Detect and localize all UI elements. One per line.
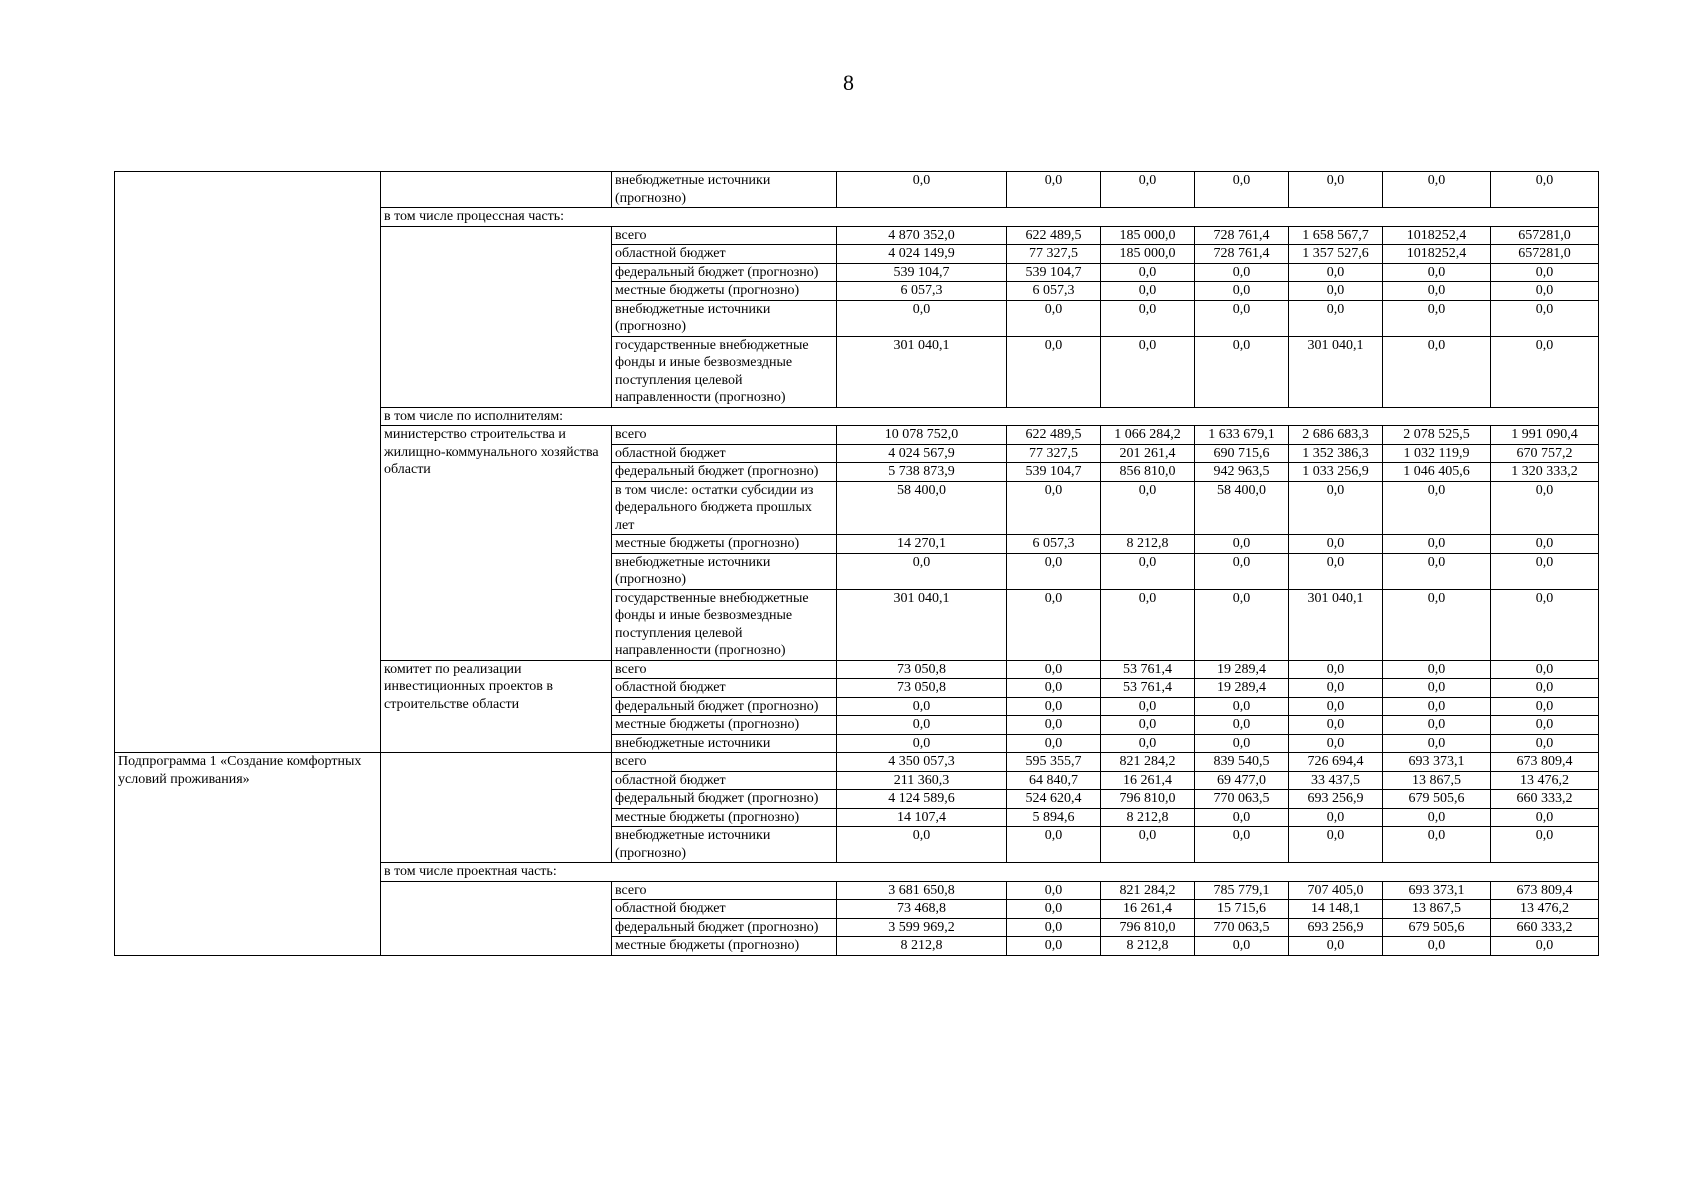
amount-cell: 728 761,4	[1195, 245, 1289, 264]
amount-cell: 0,0	[1007, 679, 1101, 698]
amount-cell: 4 124 589,6	[837, 790, 1007, 809]
amount-cell: 4 024 567,9	[837, 444, 1007, 463]
amount-cell: 0,0	[1195, 172, 1289, 208]
amount-cell: 657281,0	[1491, 245, 1599, 264]
amount-cell: 301 040,1	[1289, 336, 1383, 407]
amount-cell: 821 284,2	[1101, 753, 1195, 772]
amount-cell: 0,0	[1491, 282, 1599, 301]
amount-cell: 0,0	[1289, 808, 1383, 827]
amount-cell: 19 289,4	[1195, 660, 1289, 679]
executor-cell	[381, 753, 612, 863]
amount-cell: 0,0	[1289, 553, 1383, 589]
amount-cell: 0,0	[1383, 679, 1491, 698]
amount-cell: 16 261,4	[1101, 900, 1195, 919]
amount-cell: 13 867,5	[1383, 900, 1491, 919]
funding-source-cell: всего	[612, 660, 837, 679]
funding-source-cell: областной бюджет	[612, 444, 837, 463]
funding-source-cell: областной бюджет	[612, 245, 837, 264]
amount-cell: 0,0	[1491, 716, 1599, 735]
amount-cell: 5 738 873,9	[837, 463, 1007, 482]
funding-source-cell: в том числе: остатки субсидии из федерального бюджета прошлых лет	[612, 481, 837, 535]
funding-source-cell: федеральный бюджет (прогнозно)	[612, 463, 837, 482]
amount-cell: 0,0	[1007, 481, 1101, 535]
amount-cell: 185 000,0	[1101, 245, 1195, 264]
amount-cell: 58 400,0	[837, 481, 1007, 535]
amount-cell: 301 040,1	[837, 589, 1007, 660]
amount-cell: 0,0	[1383, 481, 1491, 535]
funding-source-cell: внебюджетные источники (прогнозно)	[612, 827, 837, 863]
amount-cell: 796 810,0	[1101, 790, 1195, 809]
amount-cell: 839 540,5	[1195, 753, 1289, 772]
amount-cell: 0,0	[1491, 937, 1599, 956]
amount-cell: 0,0	[1491, 300, 1599, 336]
amount-cell: 0,0	[1383, 553, 1491, 589]
amount-cell: 539 104,7	[1007, 263, 1101, 282]
amount-cell: 0,0	[1289, 535, 1383, 554]
amount-cell: 0,0	[1383, 282, 1491, 301]
amount-cell: 0,0	[1491, 734, 1599, 753]
amount-cell: 0,0	[1101, 716, 1195, 735]
amount-cell: 0,0	[1383, 589, 1491, 660]
amount-cell: 595 355,7	[1007, 753, 1101, 772]
amount-cell: 0,0	[1101, 589, 1195, 660]
amount-cell: 0,0	[1491, 827, 1599, 863]
amount-cell: 0,0	[1491, 263, 1599, 282]
funding-source-cell: всего	[612, 226, 837, 245]
amount-cell: 0,0	[1491, 553, 1599, 589]
amount-cell: 13 476,2	[1491, 900, 1599, 919]
funding-source-cell: федеральный бюджет (прогнозно)	[612, 918, 837, 937]
funding-source-cell: местные бюджеты (прогнозно)	[612, 937, 837, 956]
amount-cell: 0,0	[1383, 827, 1491, 863]
executor-committee-cell: комитет по реализации инвестиционных проектов в строительстве области	[381, 660, 612, 753]
amount-cell: 942 963,5	[1195, 463, 1289, 482]
amount-cell: 0,0	[837, 734, 1007, 753]
amount-cell: 1 633 679,1	[1195, 426, 1289, 445]
amount-cell: 69 477,0	[1195, 771, 1289, 790]
amount-cell: 0,0	[1195, 937, 1289, 956]
subprogram-title-cell: Подпрограмма 1 «Создание комфортных условий проживания»	[115, 753, 381, 956]
amount-cell: 670 757,2	[1491, 444, 1599, 463]
funding-source-cell: федеральный бюджет (прогнозно)	[612, 790, 837, 809]
amount-cell: 0,0	[837, 300, 1007, 336]
amount-cell: 660 333,2	[1491, 918, 1599, 937]
amount-cell: 539 104,7	[837, 263, 1007, 282]
amount-cell: 1018252,4	[1383, 226, 1491, 245]
section-header-cell: в том числе по исполнителям:	[381, 407, 1599, 426]
amount-cell: 73 050,8	[837, 660, 1007, 679]
executor-ministry-cell: министерство строительства и жилищно-коммунального хозяйства области	[381, 426, 612, 661]
amount-cell: 0,0	[1007, 336, 1101, 407]
amount-cell: 0,0	[1101, 336, 1195, 407]
amount-cell: 0,0	[1383, 300, 1491, 336]
amount-cell: 53 761,4	[1101, 679, 1195, 698]
amount-cell: 0,0	[1289, 300, 1383, 336]
amount-cell: 185 000,0	[1101, 226, 1195, 245]
funding-source-cell: государственные внебюджетные фонды и иные безвозмездные поступления целевой направленности (прогнозно)	[612, 336, 837, 407]
amount-cell: 0,0	[1383, 697, 1491, 716]
budget-table-body	[115, 172, 1599, 956]
amount-cell: 0,0	[1195, 697, 1289, 716]
amount-cell: 8 212,8	[1101, 535, 1195, 554]
funding-source-cell: всего	[612, 426, 837, 445]
table-row	[115, 172, 1599, 208]
amount-cell: 0,0	[1007, 697, 1101, 716]
amount-cell: 0,0	[1491, 172, 1599, 208]
amount-cell: 0,0	[1289, 716, 1383, 735]
amount-cell: 0,0	[1491, 535, 1599, 554]
amount-cell: 524 620,4	[1007, 790, 1101, 809]
amount-cell: 0,0	[1007, 553, 1101, 589]
amount-cell: 0,0	[1007, 827, 1101, 863]
amount-cell: 0,0	[1101, 481, 1195, 535]
amount-cell: 0,0	[1007, 300, 1101, 336]
amount-cell: 622 489,5	[1007, 426, 1101, 445]
amount-cell: 3 599 969,2	[837, 918, 1007, 937]
amount-cell: 0,0	[837, 553, 1007, 589]
amount-cell: 726 694,4	[1289, 753, 1383, 772]
amount-cell: 0,0	[1491, 589, 1599, 660]
amount-cell: 3 681 650,8	[837, 881, 1007, 900]
section-header-cell: в том числе проектная часть:	[381, 863, 1599, 882]
amount-cell: 0,0	[1195, 263, 1289, 282]
funding-source-cell: внебюджетные источники (прогнозно)	[612, 172, 837, 208]
funding-source-cell: федеральный бюджет (прогнозно)	[612, 697, 837, 716]
amount-cell: 6 057,3	[1007, 535, 1101, 554]
amount-cell: 0,0	[1007, 881, 1101, 900]
amount-cell: 707 405,0	[1289, 881, 1383, 900]
amount-cell: 33 437,5	[1289, 771, 1383, 790]
amount-cell: 0,0	[1101, 263, 1195, 282]
amount-cell: 6 057,3	[1007, 282, 1101, 301]
amount-cell: 0,0	[1195, 282, 1289, 301]
funding-source-cell: областной бюджет	[612, 679, 837, 698]
amount-cell: 1 658 567,7	[1289, 226, 1383, 245]
amount-cell: 693 256,9	[1289, 790, 1383, 809]
amount-cell: 0,0	[1195, 300, 1289, 336]
amount-cell: 0,0	[1383, 716, 1491, 735]
amount-cell: 1 066 284,2	[1101, 426, 1195, 445]
amount-cell: 539 104,7	[1007, 463, 1101, 482]
amount-cell: 622 489,5	[1007, 226, 1101, 245]
amount-cell: 15 715,6	[1195, 900, 1289, 919]
amount-cell: 0,0	[1491, 679, 1599, 698]
amount-cell: 0,0	[1289, 481, 1383, 535]
funding-source-cell: областной бюджет	[612, 900, 837, 919]
amount-cell: 77 327,5	[1007, 444, 1101, 463]
amount-cell: 0,0	[1101, 300, 1195, 336]
program-name-cell	[115, 172, 381, 753]
amount-cell: 13 476,2	[1491, 771, 1599, 790]
executor-cell	[381, 172, 612, 208]
amount-cell: 1 032 119,9	[1383, 444, 1491, 463]
amount-cell: 1 991 090,4	[1491, 426, 1599, 445]
amount-cell: 0,0	[1383, 734, 1491, 753]
amount-cell: 0,0	[1195, 716, 1289, 735]
amount-cell: 796 810,0	[1101, 918, 1195, 937]
amount-cell: 2 686 683,3	[1289, 426, 1383, 445]
amount-cell: 0,0	[837, 716, 1007, 735]
amount-cell: 301 040,1	[837, 336, 1007, 407]
budget-table	[114, 171, 1599, 956]
amount-cell: 4 870 352,0	[837, 226, 1007, 245]
amount-cell: 1 352 386,3	[1289, 444, 1383, 463]
funding-source-cell: местные бюджеты (прогнозно)	[612, 808, 837, 827]
amount-cell: 673 809,4	[1491, 753, 1599, 772]
amount-cell: 0,0	[1007, 716, 1101, 735]
amount-cell: 5 894,6	[1007, 808, 1101, 827]
amount-cell: 660 333,2	[1491, 790, 1599, 809]
amount-cell: 0,0	[1101, 282, 1195, 301]
executor-cell	[381, 226, 612, 407]
amount-cell: 693 373,1	[1383, 881, 1491, 900]
amount-cell: 0,0	[1383, 172, 1491, 208]
amount-cell: 728 761,4	[1195, 226, 1289, 245]
amount-cell: 0,0	[1101, 553, 1195, 589]
amount-cell: 0,0	[1195, 734, 1289, 753]
amount-cell: 679 505,6	[1383, 918, 1491, 937]
amount-cell: 0,0	[1289, 679, 1383, 698]
amount-cell: 0,0	[1007, 660, 1101, 679]
amount-cell: 785 779,1	[1195, 881, 1289, 900]
amount-cell: 821 284,2	[1101, 881, 1195, 900]
amount-cell: 0,0	[1383, 263, 1491, 282]
amount-cell: 0,0	[1007, 918, 1101, 937]
amount-cell: 0,0	[1491, 697, 1599, 716]
funding-source-cell: федеральный бюджет (прогнозно)	[612, 263, 837, 282]
amount-cell: 6 057,3	[837, 282, 1007, 301]
amount-cell: 0,0	[1289, 697, 1383, 716]
amount-cell: 1 320 333,2	[1491, 463, 1599, 482]
amount-cell: 693 373,1	[1383, 753, 1491, 772]
amount-cell: 13 867,5	[1383, 771, 1491, 790]
amount-cell: 0,0	[837, 697, 1007, 716]
section-header-cell: в том числе процессная часть:	[381, 208, 1599, 227]
page-number: 8	[843, 70, 854, 95]
amount-cell: 0,0	[1491, 660, 1599, 679]
amount-cell: 1018252,4	[1383, 245, 1491, 264]
amount-cell: 673 809,4	[1491, 881, 1599, 900]
amount-cell: 301 040,1	[1289, 589, 1383, 660]
amount-cell: 14 270,1	[837, 535, 1007, 554]
amount-cell: 0,0	[1007, 937, 1101, 956]
amount-cell: 0,0	[1289, 282, 1383, 301]
funding-source-cell: местные бюджеты (прогнозно)	[612, 282, 837, 301]
amount-cell: 0,0	[1195, 827, 1289, 863]
amount-cell: 10 078 752,0	[837, 426, 1007, 445]
amount-cell: 0,0	[1491, 481, 1599, 535]
amount-cell: 690 715,6	[1195, 444, 1289, 463]
amount-cell: 0,0	[1383, 336, 1491, 407]
amount-cell: 64 840,7	[1007, 771, 1101, 790]
amount-cell: 0,0	[1289, 937, 1383, 956]
amount-cell: 657281,0	[1491, 226, 1599, 245]
amount-cell: 1 033 256,9	[1289, 463, 1383, 482]
amount-cell: 0,0	[1195, 336, 1289, 407]
amount-cell: 0,0	[1195, 589, 1289, 660]
amount-cell: 0,0	[1007, 589, 1101, 660]
amount-cell: 2 078 525,5	[1383, 426, 1491, 445]
funding-source-cell: внебюджетные источники (прогнозно)	[612, 553, 837, 589]
amount-cell: 58 400,0	[1195, 481, 1289, 535]
amount-cell: 770 063,5	[1195, 790, 1289, 809]
amount-cell: 53 761,4	[1101, 660, 1195, 679]
amount-cell: 4 024 149,9	[837, 245, 1007, 264]
amount-cell: 16 261,4	[1101, 771, 1195, 790]
amount-cell: 1 046 405,6	[1383, 463, 1491, 482]
amount-cell: 770 063,5	[1195, 918, 1289, 937]
amount-cell: 0,0	[1289, 734, 1383, 753]
funding-source-cell: всего	[612, 881, 837, 900]
amount-cell: 0,0	[1491, 808, 1599, 827]
funding-source-cell: местные бюджеты (прогнозно)	[612, 716, 837, 735]
amount-cell: 0,0	[837, 827, 1007, 863]
amount-cell: 0,0	[1101, 734, 1195, 753]
amount-cell: 0,0	[1007, 172, 1101, 208]
amount-cell: 8 212,8	[1101, 937, 1195, 956]
amount-cell: 0,0	[1289, 263, 1383, 282]
funding-source-cell: всего	[612, 753, 837, 772]
amount-cell: 693 256,9	[1289, 918, 1383, 937]
funding-source-cell: местные бюджеты (прогнозно)	[612, 535, 837, 554]
amount-cell: 0,0	[1383, 808, 1491, 827]
amount-cell: 0,0	[1195, 535, 1289, 554]
amount-cell: 14 148,1	[1289, 900, 1383, 919]
amount-cell: 211 360,3	[837, 771, 1007, 790]
amount-cell: 0,0	[1383, 937, 1491, 956]
amount-cell: 8 212,8	[1101, 808, 1195, 827]
amount-cell: 14 107,4	[837, 808, 1007, 827]
amount-cell: 0,0	[1195, 553, 1289, 589]
amount-cell: 73 050,8	[837, 679, 1007, 698]
amount-cell: 0,0	[1491, 336, 1599, 407]
amount-cell: 856 810,0	[1101, 463, 1195, 482]
amount-cell: 0,0	[837, 172, 1007, 208]
amount-cell: 4 350 057,3	[837, 753, 1007, 772]
amount-cell: 201 261,4	[1101, 444, 1195, 463]
amount-cell: 0,0	[1289, 827, 1383, 863]
amount-cell: 679 505,6	[1383, 790, 1491, 809]
amount-cell: 8 212,8	[837, 937, 1007, 956]
executor-cell	[381, 881, 612, 955]
amount-cell: 77 327,5	[1007, 245, 1101, 264]
funding-source-cell: областной бюджет	[612, 771, 837, 790]
amount-cell: 0,0	[1101, 172, 1195, 208]
amount-cell: 0,0	[1007, 900, 1101, 919]
amount-cell: 0,0	[1289, 172, 1383, 208]
table-row	[115, 753, 1599, 772]
amount-cell: 0,0	[1007, 734, 1101, 753]
amount-cell: 0,0	[1101, 827, 1195, 863]
amount-cell: 0,0	[1383, 660, 1491, 679]
amount-cell: 0,0	[1383, 535, 1491, 554]
funding-source-cell: внебюджетные источники	[612, 734, 837, 753]
amount-cell: 0,0	[1101, 697, 1195, 716]
amount-cell: 19 289,4	[1195, 679, 1289, 698]
funding-source-cell: внебюджетные источники (прогнозно)	[612, 300, 837, 336]
amount-cell: 1 357 527,6	[1289, 245, 1383, 264]
amount-cell: 0,0	[1289, 660, 1383, 679]
amount-cell: 73 468,8	[837, 900, 1007, 919]
amount-cell: 0,0	[1195, 808, 1289, 827]
funding-source-cell: государственные внебюджетные фонды и иные безвозмездные поступления целевой направленности (прогнозно)	[612, 589, 837, 660]
